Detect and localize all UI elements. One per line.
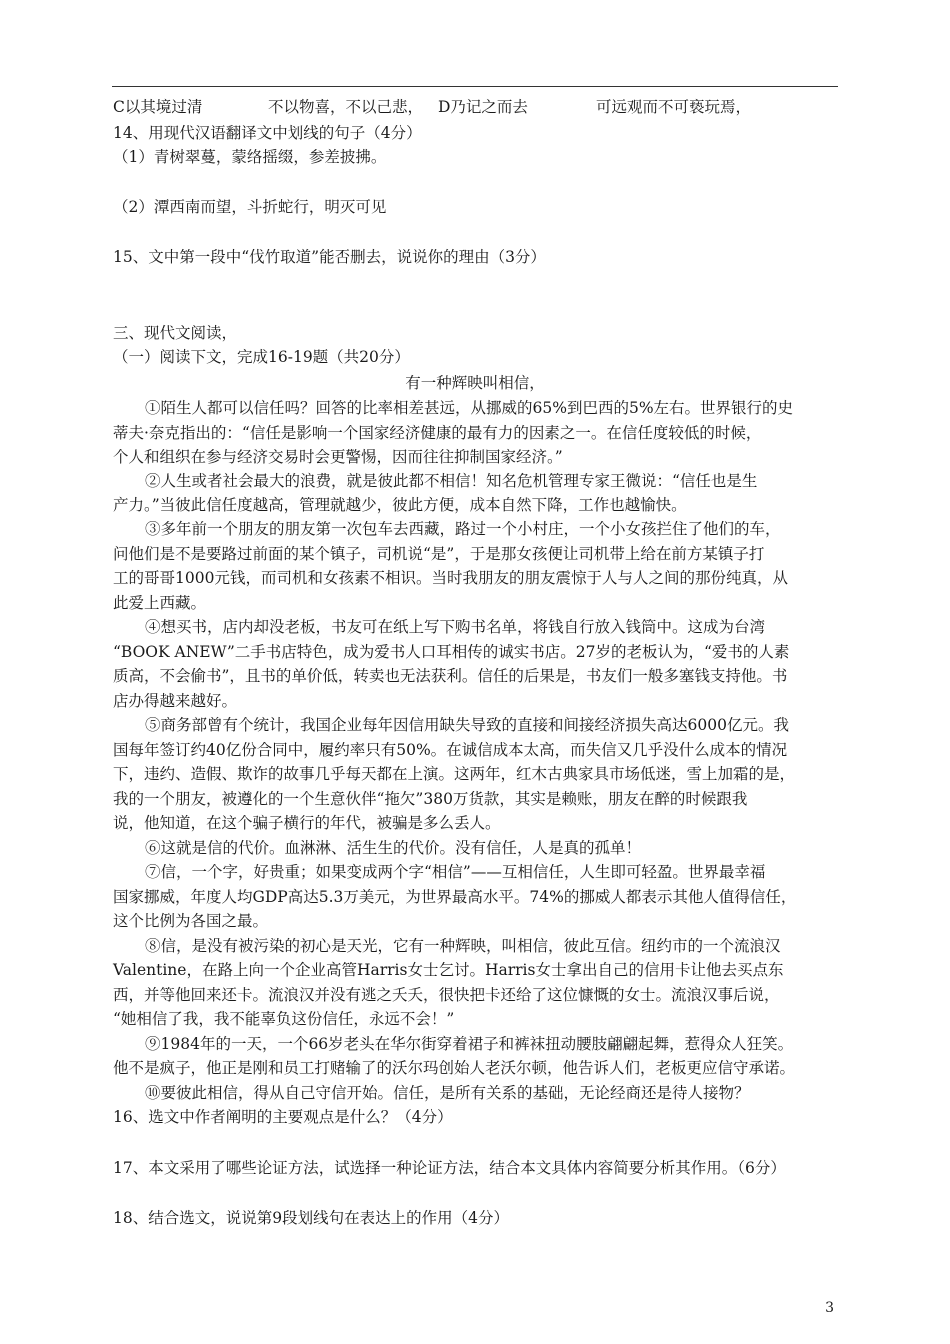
article-line: ⑦信，一个字，好贵重；如果变成两个字“相信”——互相信任，人生即可轻盈。世界最幸福 (145, 863, 766, 881)
article-line: ②人生或者社会最大的浪费，就是彼此都不相信！知名危机管理专家王微说：“信任也是生 (145, 472, 758, 490)
article-line: ①陌生人都可以信任吗？回答的比率相差甚远，从挪威的65%到巴西的5%左右。世界银行的史 (145, 399, 794, 417)
option-d-label: D乃记之而去 (438, 98, 528, 116)
article-line: ⑩要彼此相信，得从自己守信开始。信任，是所有关系的基础，无论经商还是待人接物？ (145, 1084, 750, 1102)
option-c-label: C以其境过清 (113, 98, 203, 116)
article-line: “BOOK ANEW”二手书店特色，成为爱书人口耳相传的诚实书店。27岁的老板认为，“爱书的人素 (113, 643, 790, 661)
article-line: 店办得越来越好。 (113, 692, 238, 710)
question-18: 18、结合选文，说说第9段划线句在表达上的作用（4分） (113, 1209, 509, 1227)
article-line: 这个比例为各国之最。 (113, 912, 269, 930)
article-line: 下，违约、造假、欺诈的故事几乎每天都在上演。这两年，红木古典家具市场低迷，雪上加霜的是， (113, 765, 796, 783)
article-title: 有一种辉映叫相信， (405, 374, 545, 392)
question-17: 17、本文采用了哪些论证方法，试选择一种论证方法，结合本文具体内容简要分析其作用。（6分） (113, 1159, 786, 1177)
section-3-title: 三、现代文阅读， (113, 324, 238, 342)
question-14: 14、用现代汉语翻译文中划线的句子（4分） (113, 124, 422, 142)
option-d-text: 可远观而不可亵玩焉， (596, 98, 752, 116)
q14-sentence-1: （1）青树翠蔓，蒙络摇缀，参差披拂。 (113, 148, 387, 166)
article-line: 西，并等他回来还卡。流浪汉并没有逃之夭夭，很快把卡还给了这位慷慨的女士。流浪汉事后说， (113, 986, 780, 1004)
article-line: 蒂夫·奈克指出的：“信任是影响一个国家经济健康的最有力的因素之一。在信任度较低的时候， (113, 424, 762, 442)
article-line: ⑥这就是信的代价。血淋淋、活生生的代价。没有信任，人是真的孤单！ (145, 839, 642, 857)
page-number: 3 (825, 1300, 834, 1316)
question-15: 15、文中第一段中“伐竹取道”能否删去，说说你的理由（3分） (113, 248, 546, 266)
article-line: 此爱上西藏。 (113, 594, 207, 612)
article-line: 个人和组织在参与经济交易时会更警惕，因而往往抑制国家经济。” (113, 448, 563, 466)
q14-sentence-2: （2）潭西南而望，斗折蛇行，明灭可见 (113, 198, 387, 216)
article-line: ④想买书，店内却没老板，书友可在纸上写下购书名单，将钱自行放入钱筒中。这成为台湾 (145, 618, 766, 636)
article-line: 国每年签订约40亿份合同中，履约率只有50%。在诚信成本太高，而失信又几乎没什么成本的情况 (113, 741, 788, 759)
option-c-text: 不以物喜，不以己悲， (268, 98, 424, 116)
question-16: 16、选文中作者阐明的主要观点是什么？（4分） (113, 1108, 453, 1126)
article-line: 国家挪威，年度人均GDP高达5.3万美元，为世界最高水平。74%的挪威人都表示其他人值得信任， (113, 888, 797, 906)
article-line: ⑤商务部曾有个统计，我国企业每年因信用缺失导致的直接和间接经济损失高达6000亿元。我 (145, 716, 789, 734)
header-rule (112, 86, 838, 87)
article-line: ⑨1984年的一天，一个66岁老头在华尔街穿着裙子和裤袜扭动腰肢翩翩起舞，惹得众人狂笑。 (145, 1035, 794, 1053)
article-line: Valentine，在路上向一个企业高管Harris女士乞讨。Harris女士拿出自己的信用卡让他去买点东 (113, 961, 784, 979)
article-line: 质高，不会偷书”，且书的单价低，转卖也无法获利。信任的后果是，书友们一般多塞钱支持他。书 (113, 667, 788, 685)
article-line: “她相信了我，我不能辜负这份信任，永远不会！” (113, 1010, 455, 1028)
article-line: 问他们是不是要路过前面的某个镇子，司机说“是”，于是那女孩便让司机带上给在前方某镇子打 (113, 545, 765, 563)
article-line: 说，他知道，在这个骗子横行的年代，被骗是多么丢人。 (113, 814, 501, 832)
section-3-subtitle: （一）阅读下文，完成16-19题（共20分） (113, 348, 410, 366)
article-line: 我的一个朋友，被遵化的一个生意伙伴“拖欠”380万货款，其实是赖账，朋友在醉的时候跟我 (113, 790, 748, 808)
article-line: ⑧信，是没有被污染的初心是天光，它有一种辉映，叫相信，彼此互信。纽约市的一个流浪汉 (145, 937, 781, 955)
article-line: 他不是疯子，他正是刚和员工打赌输了的沃尔玛创始人老沃尔顿，他告诉人们，老板更应信守承诺。 (113, 1059, 796, 1077)
article-line: 工的哥哥1000元钱，而司机和女孩素不相识。当时我朋友的朋友震惊于人与人之间的那份纯真，从 (113, 569, 788, 587)
article-line: ③多年前一个朋友的朋友第一次包车去西藏，路过一个小村庄，一个小女孩拦住了他们的车， (145, 520, 781, 538)
article-line: 产力。”当彼此信任度越高，管理就越少，彼此方便，成本自然下降，工作也越愉快。 (113, 496, 687, 514)
